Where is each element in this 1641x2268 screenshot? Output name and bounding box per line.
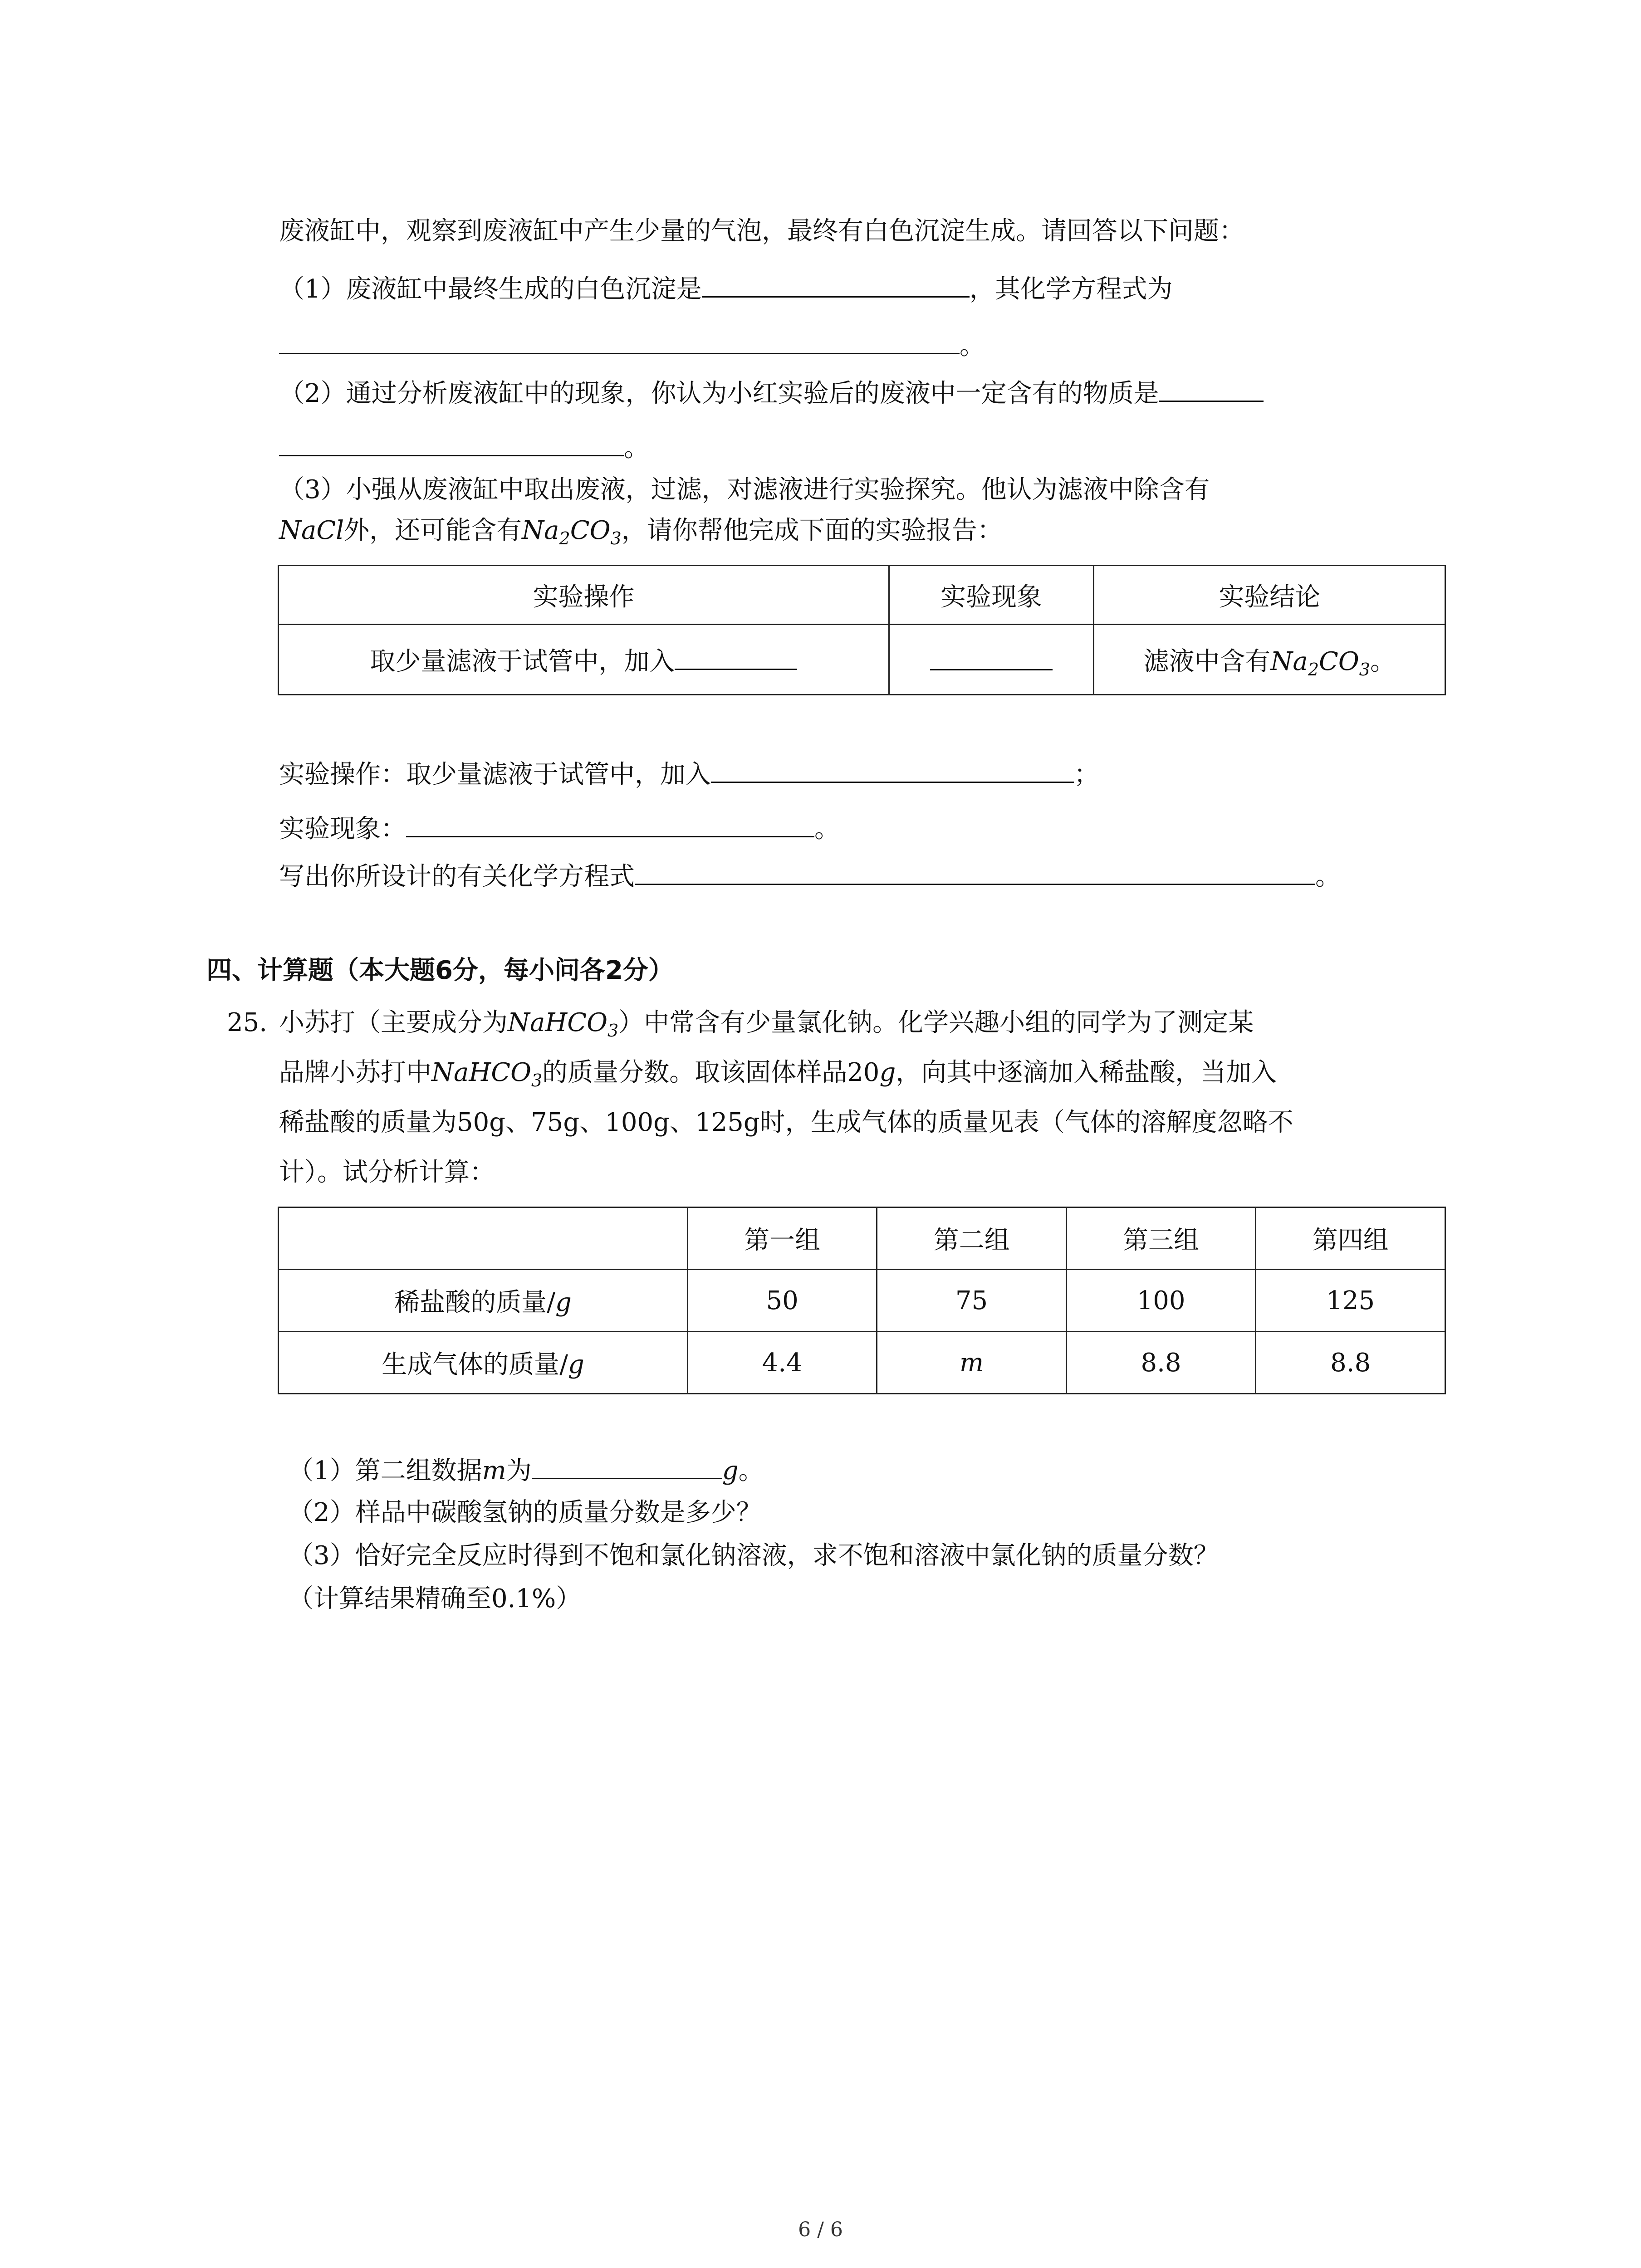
table-header-cell: 第一组: [687, 1207, 877, 1270]
q25-line1: 小苏打（主要成分为NaHCO$_3$）中常含有少量氯化钠。化学兴趣小组的同学为了测定某: [279, 1008, 1254, 1041]
answer-blank-substance-cont[interactable]: [279, 429, 624, 456]
table-cell: 75: [877, 1270, 1066, 1332]
q24-part1-equation-line: 。: [279, 327, 985, 364]
experiment-operation-line: 实验操作：取少量滤液于试管中，加入 ；: [279, 755, 1099, 793]
equation-line: 写出你所设计的有关化学方程式 。: [279, 857, 1341, 895]
q25-sub4-line: （计算结果精确至0.1%）: [288, 1584, 582, 1613]
q24-part3-line2: NaCl外，还可能含有$Na_2CO_3$，请你帮他完成下面的实验报告：: [279, 516, 1003, 549]
table-row: [279, 1270, 1445, 1332]
table-cell: 4.4: [687, 1332, 877, 1394]
answer-blank-m[interactable]: [532, 1452, 722, 1479]
answer-blank-equation[interactable]: [279, 327, 960, 354]
table-row-label: 生成气体的质量/g: [279, 1332, 688, 1394]
page-number: 6 / 6: [798, 2218, 843, 2241]
table-header-cell: 第三组: [1066, 1207, 1256, 1270]
answer-blank-phenomenon-line[interactable]: [406, 810, 814, 837]
gas-mass-table: [278, 1207, 1446, 1394]
table-header-cell: [279, 1207, 688, 1270]
table-row: [279, 625, 1445, 695]
q25-line2: 品牌小苏打中NaHCO$_3$的质量分数。取该固体样品20g，向其中逐滴加入稀盐酸，当加入: [279, 1058, 1277, 1091]
answer-blank-precipitate[interactable]: [702, 270, 970, 298]
experiment-report-table: [278, 565, 1446, 695]
q24-part2-line: （2）通过分析废液缸中的现象，你认为小红实验后的废液中一定含有的物质是: [279, 374, 1264, 412]
table-cell-phenomenon: [889, 625, 1094, 695]
table-cell: 8.8: [1066, 1332, 1256, 1394]
table-cell: 100: [1066, 1270, 1256, 1332]
q24-part2-cont-line: 。: [279, 429, 649, 466]
table-cell-conclusion: 滤液中含有$Na_2CO_3$。: [1094, 625, 1445, 695]
q25-line3: 稀盐酸的质量为50g、75g、100g、125g时，生成气体的质量见表（气体的溶解度忽略不: [279, 1108, 1293, 1137]
experiment-phenomenon-line: 实验现象： 。: [279, 810, 840, 847]
q24-part3-line: （3）小强从废液缸中取出废液，过滤，对滤液进行实验探究。他认为滤液中除含有: [279, 475, 1210, 504]
table-cell: m: [877, 1332, 1066, 1394]
question-number: 25.: [227, 1008, 268, 1037]
answer-blank-designed-equation[interactable]: [635, 857, 1315, 885]
table-row-label: 稀盐酸的质量/g: [279, 1270, 688, 1332]
q25-sub2-line: （2）样品中碳酸氢钠的质量分数是多少？: [288, 1498, 762, 1527]
answer-blank-reagent[interactable]: [675, 642, 797, 670]
answer-blank-substance[interactable]: [1159, 374, 1264, 402]
table-cell: 125: [1256, 1270, 1445, 1332]
table-header-row: [279, 566, 1445, 625]
table-header-cell: 实验操作: [279, 566, 889, 625]
q25-line4: 计）。试分析计算：: [279, 1158, 495, 1187]
q25-sub1-line: （1）第二组数据m为 g。: [288, 1452, 764, 1489]
table-header-cell: 实验结论: [1094, 566, 1445, 625]
q25-sub3-line: （3）恰好完全反应时得到不饱和氯化钠溶液，求不饱和溶液中氯化钠的质量分数？: [288, 1541, 1219, 1570]
table-cell: 50: [687, 1270, 877, 1332]
table-header-cell: 第二组: [877, 1207, 1066, 1270]
answer-blank-phenomenon[interactable]: [930, 643, 1053, 670]
table-header-cell: 第四组: [1256, 1207, 1445, 1270]
table-row: [279, 1332, 1445, 1394]
table-cell: 8.8: [1256, 1332, 1445, 1394]
table-header-row: [279, 1207, 1445, 1270]
section-heading: 四、计算题（本大题6分，每小问各2分）: [206, 956, 674, 985]
q24-part1-line: （1）废液缸中最终生成的白色沉淀是 ，其化学方程式为: [279, 270, 1173, 308]
answer-blank-operation[interactable]: [711, 755, 1074, 783]
table-header-cell: 实验现象: [889, 566, 1094, 625]
table-cell-operation: 取少量滤液于试管中，加入: [279, 625, 889, 695]
q24-intro-line: 废液缸中，观察到废液缸中产生少量的气泡，最终有白色沉淀生成。请回答以下问题：: [279, 216, 1244, 246]
